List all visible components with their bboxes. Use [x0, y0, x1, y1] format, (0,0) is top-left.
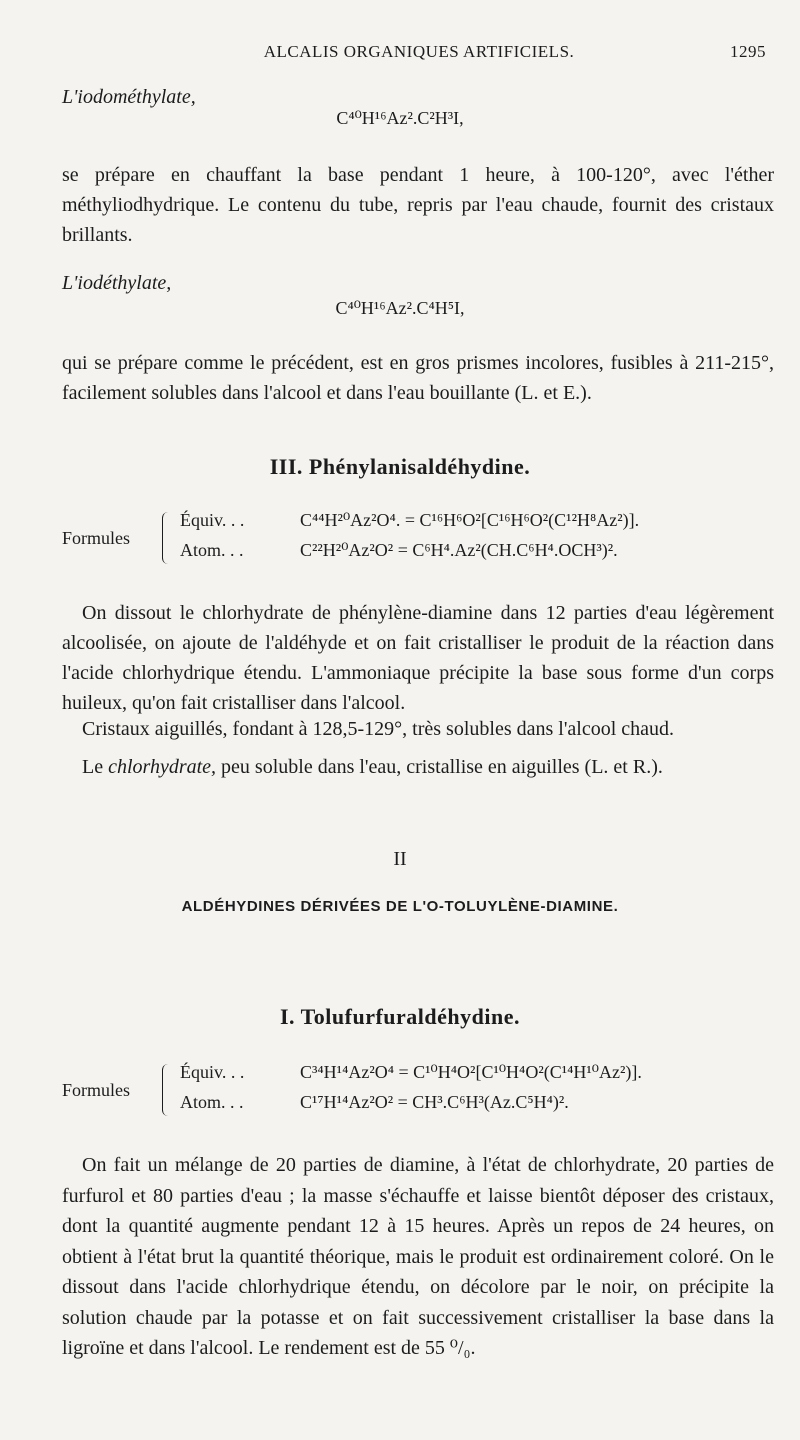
formulas-tolufurfuraldehydine	[62, 1062, 782, 1124]
phenylanisaldehydine-paragraph-3	[62, 752, 774, 782]
iodomethylate-label: L'iodométhylate,	[62, 86, 196, 108]
equiv-formula: C³⁴H¹⁴Az²O⁴ = C¹⁰H⁴O²[C¹⁰H⁴O²(C¹⁴H¹⁰Az²)].	[300, 1062, 642, 1082]
atom-row	[180, 1092, 569, 1113]
section-title-tolufurfuraldehydine: I. Tolufurfuraldéhydine.	[279, 1004, 520, 1029]
equiv-row	[180, 1062, 642, 1083]
atom-label: Atom. . .	[180, 1092, 244, 1112]
iodethylate-paragraph: qui se prépare comme le précédent, est en gros prismes incolores, fusibles à 211-215°, facilement solubles dans l'alcool et dans l'eau bouillante (L. et E.).	[62, 352, 774, 404]
running-head	[62, 42, 776, 72]
tolufurfuraldehydine-paragraph: On fait un mélange de 20 parties de diamine, à l'état de chlorhydrate, 20 parties de furfurol et 80 parties d'eau ; la masse s'échauffe et laisse bientôt déposer des cristaux, dont la quantité augmente pendant 12 à 15 heures. Après un repos de 24 heures, on obtient à l'état brut la quantité théorique, mais le produit est ordinairement coloré. On le dissout dans l'acide chlorhydrique étendu, on décolore par le noir, on précipite la solution chaude par la potasse et on fait successivement cristalliser la base dans la ligroïne et dans l'alcool. Le rendement est de 55 ⁰/₀.	[62, 1154, 774, 1359]
equiv-label: Équiv. . .	[180, 510, 245, 530]
iodethylate-formula: C⁴⁰H¹⁶Az².C⁴H⁵I,	[335, 298, 465, 318]
formulas-label: Formules	[62, 1080, 131, 1100]
section-title-phenylanisaldehydine: III. Phénylanisaldéhydine.	[269, 454, 531, 479]
page-number: 1295	[730, 42, 766, 61]
brace-symbol	[162, 512, 173, 564]
atom-formula: C¹⁷H¹⁴Az²O² = CH³.C⁶H³(Az.C⁵H⁴)².	[300, 1092, 569, 1112]
equiv-label: Équiv. . .	[180, 1062, 245, 1082]
part-numeral: II	[393, 848, 407, 870]
iodomethylate-paragraph: se prépare en chauffant la base pendant 1 heure, à 100-120°, avec l'éther méthyliodhydrique. Le contenu du tube, repris par l'eau chaude, fournit des cristaux brillants.	[62, 164, 774, 246]
atom-label: Atom. . .	[180, 540, 244, 560]
equiv-formula: C⁴⁴H²⁰Az²O⁴. = C¹⁶H⁶O²[C¹⁶H⁶O²(C¹²H⁸Az²)].	[300, 510, 640, 530]
equiv-row	[180, 510, 639, 531]
iodomethylate-formula: C⁴⁰H¹⁶Az².C²H³I,	[336, 108, 464, 128]
chlorhydrate-prefix: Le	[82, 756, 104, 778]
brace-symbol	[162, 1064, 173, 1116]
phenylanisaldehydine-paragraph-1: On dissout le chlorhydrate de phénylène-diamine dans 12 parties d'eau légèrement alcoolisée, on ajoute de l'aldéhyde et on fait cristalliser le produit de la réaction dans l'acide chlorhydrique étendu. L'ammoniaque précipite la base sous forme d'un corps huileux, qu'on fait cristalliser dans l'alcool.	[62, 602, 774, 714]
phenylanisaldehydine-paragraph-2: Cristaux aiguillés, fondant à 128,5-129°, très solubles dans l'alcool chaud.	[82, 718, 675, 740]
iodethylate-label: L'iodéthylate,	[62, 272, 172, 294]
chlorhydrate-text: peu soluble dans l'eau, cristallise en aiguilles (L. et R.).	[221, 756, 663, 778]
atom-formula: C²²H²⁰Az²O² = C⁶H⁴.Az²(CH.C⁶H⁴.OCH³)².	[300, 540, 618, 560]
atom-row	[180, 540, 618, 561]
running-head-title: ALCALIS ORGANIQUES ARTIFICIELS.	[263, 42, 575, 61]
formulas-label: Formules	[62, 528, 131, 548]
chlorhydrate-term: chlorhydrate,	[108, 756, 217, 778]
part-heading: ALDÉHYDINES DÉRIVÉES DE L'O-TOLUYLÈNE-DIAMINE.	[181, 898, 619, 915]
formulas-phenylanisaldehydine	[62, 510, 782, 572]
